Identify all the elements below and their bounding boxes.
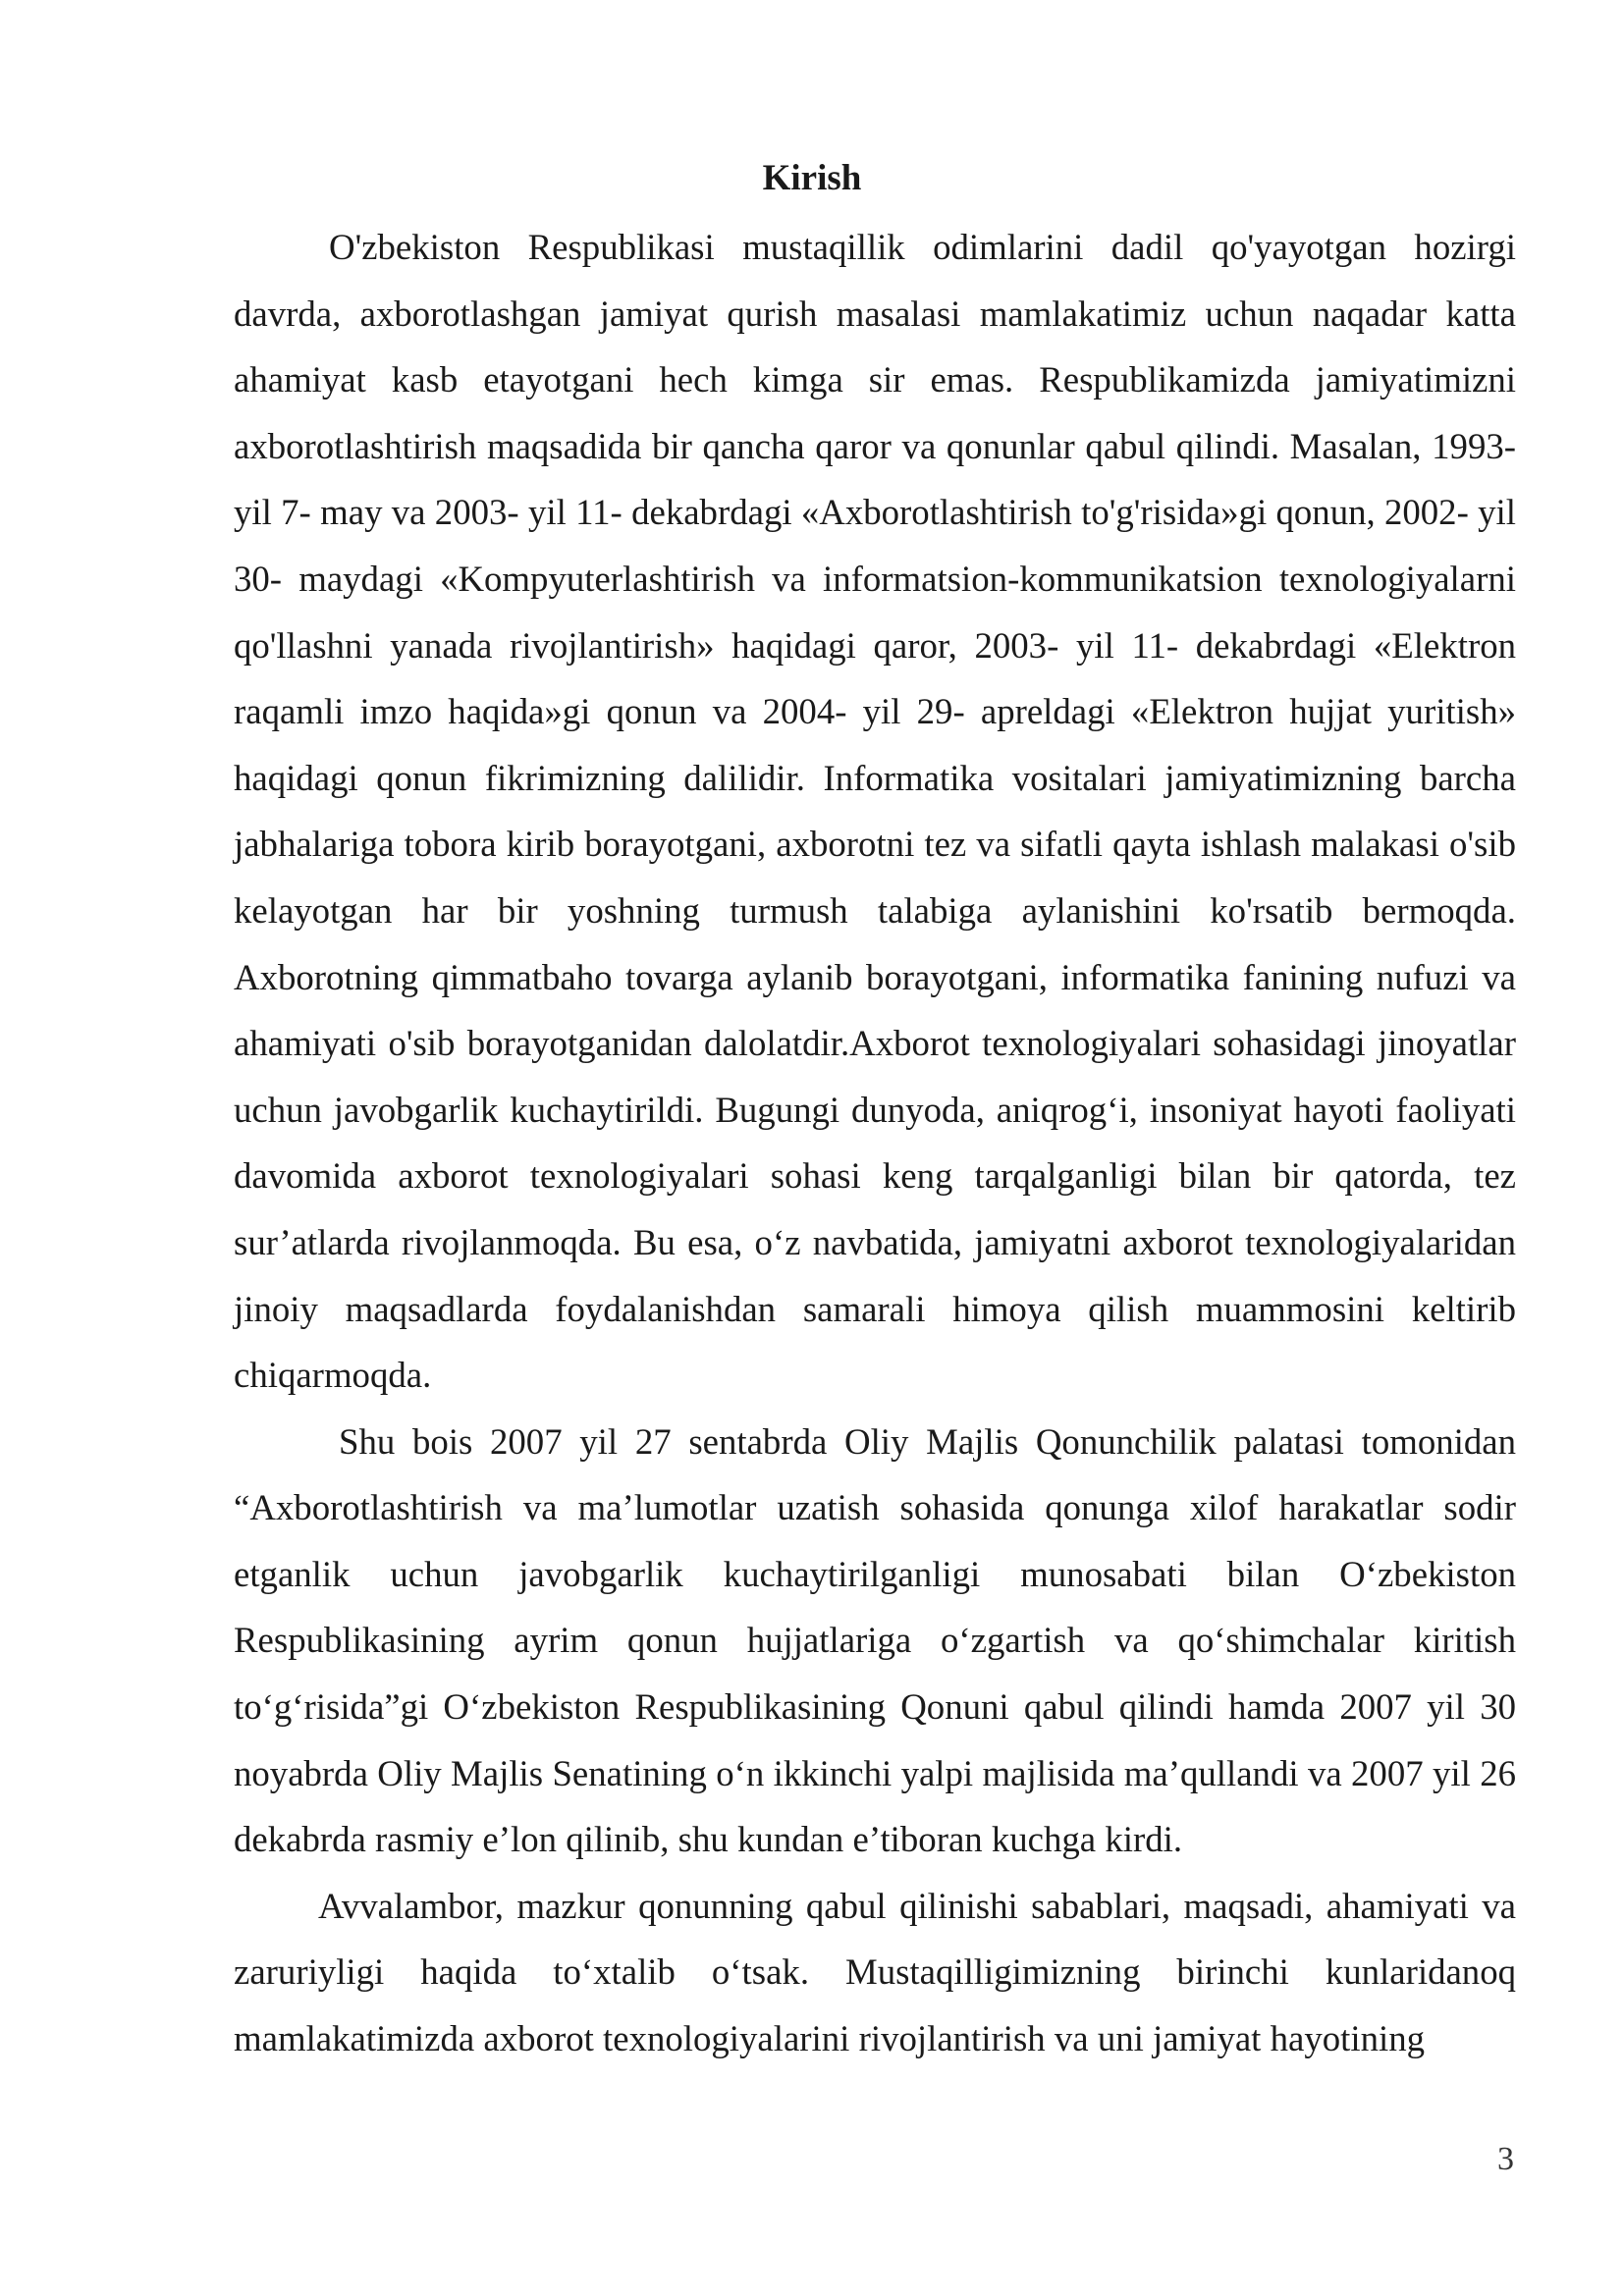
page-number: 3: [1497, 2141, 1514, 2177]
paragraph: Shu bois 2007 yil 27 sentabrda Oliy Majlis Qonunchilik palatasi tomonidan “Axborotlashtirish va ma’lumotlar uzatish sohasida qonunga xilof harakatlar sodir etganlik uchun javobgarlik kuchaytirilganligi munosabati bilan O‘zbekiston Respublikasining ayrim qonun hujjatlariga o‘zgartish va qo‘shimchalar kiritish to‘g‘risida”gi O‘zbekiston Respublikasining Qonuni qabul qilindi hamda 2007 yil 30 noyabrda Oliy Majlis Senatining o‘n ikkinchi yalpi majlisida ma’qullandi va 2007 yil 26 dekabrda rasmiy e’lon qilinib, shu kundan e’tiboran kuchga kirdi.: [234, 1420, 1516, 1860]
body-text: [234, 214, 1516, 2072]
paragraph: Avvalambor, mazkur qonunning qabul qilinishi sabablari, maqsadi, ahamiyati va zaruriyligi haqida to‘xtalib o‘tsak. Mustaqilligimizning birinchi kunlaridanoq mamlakatimizda axborot texnologiyalarini rivojlantirish va uni jamiyat hayotining: [234, 1885, 1516, 2059]
section-heading: Kirish: [762, 158, 862, 198]
paragraph: O'zbekiston Respublikasi mustaqillik odimlarini dadil qo'yayotgan hozirgi davrda, axborotlashgan jamiyat qurish masalasi mamlakatimiz uchun naqadar katta ahamiyat kasb etayotgani hech kimga sir emas. Respublikamizda jamiyatimizni axborotlashtirish maqsadida bir qancha qaror va qonunlar qabul qilindi. Masalan, 1993- yil 7- may va 2003- yil 11- dekabrdagi «Axborotlashtirish to'g'risida»gi qonun, 2002- yil 30- maydagi «Kompyuterlashtirish va informatsion-kommunikatsion texnologiyalarni qo'llashni yanada rivojlantirish» haqidagi qaror, 2003- yil 11- dekabrdagi «Elektron raqamli imzo haqida»gi qonun va 2004- yil 29- apreldagi «Elektron hujjat yuritish» haqidagi qonun fikrimizning dalilidir. Informatika vositalari jamiyatimizning barcha jabhalariga tobora kirib borayotgani, axborotni tez va sifatli qayta ishlash malakasi o'sib kelayotgan har bir yoshning turmush talabiga aylanishini ko'rsatib bermoqda. Axborotning qimmatbaho tovarga aylanib borayotgani, informatika fanining nufuzi va ahamiyati o'sib borayotganidan dalolatdir.Axborot texnologiyalari sohasidagi jinoyatlar uchun javobgarlik kuchaytirildi. Bugungi dunyoda, aniqrog‘i, insoniyat hayoti faoliyati davomida axborot texnologiyalari sohasi keng tarqalganligi bilan bir qatorda, tez sur’atlarda rivojlanmoqda. Bu esa, o‘z navbatida, jamiyatni axborot texnologiyalaridan jinoiy maqsadlarda foydalanishdan samarali himoya qilish muammosini keltirib chiqarmoqda.: [234, 227, 1516, 1396]
